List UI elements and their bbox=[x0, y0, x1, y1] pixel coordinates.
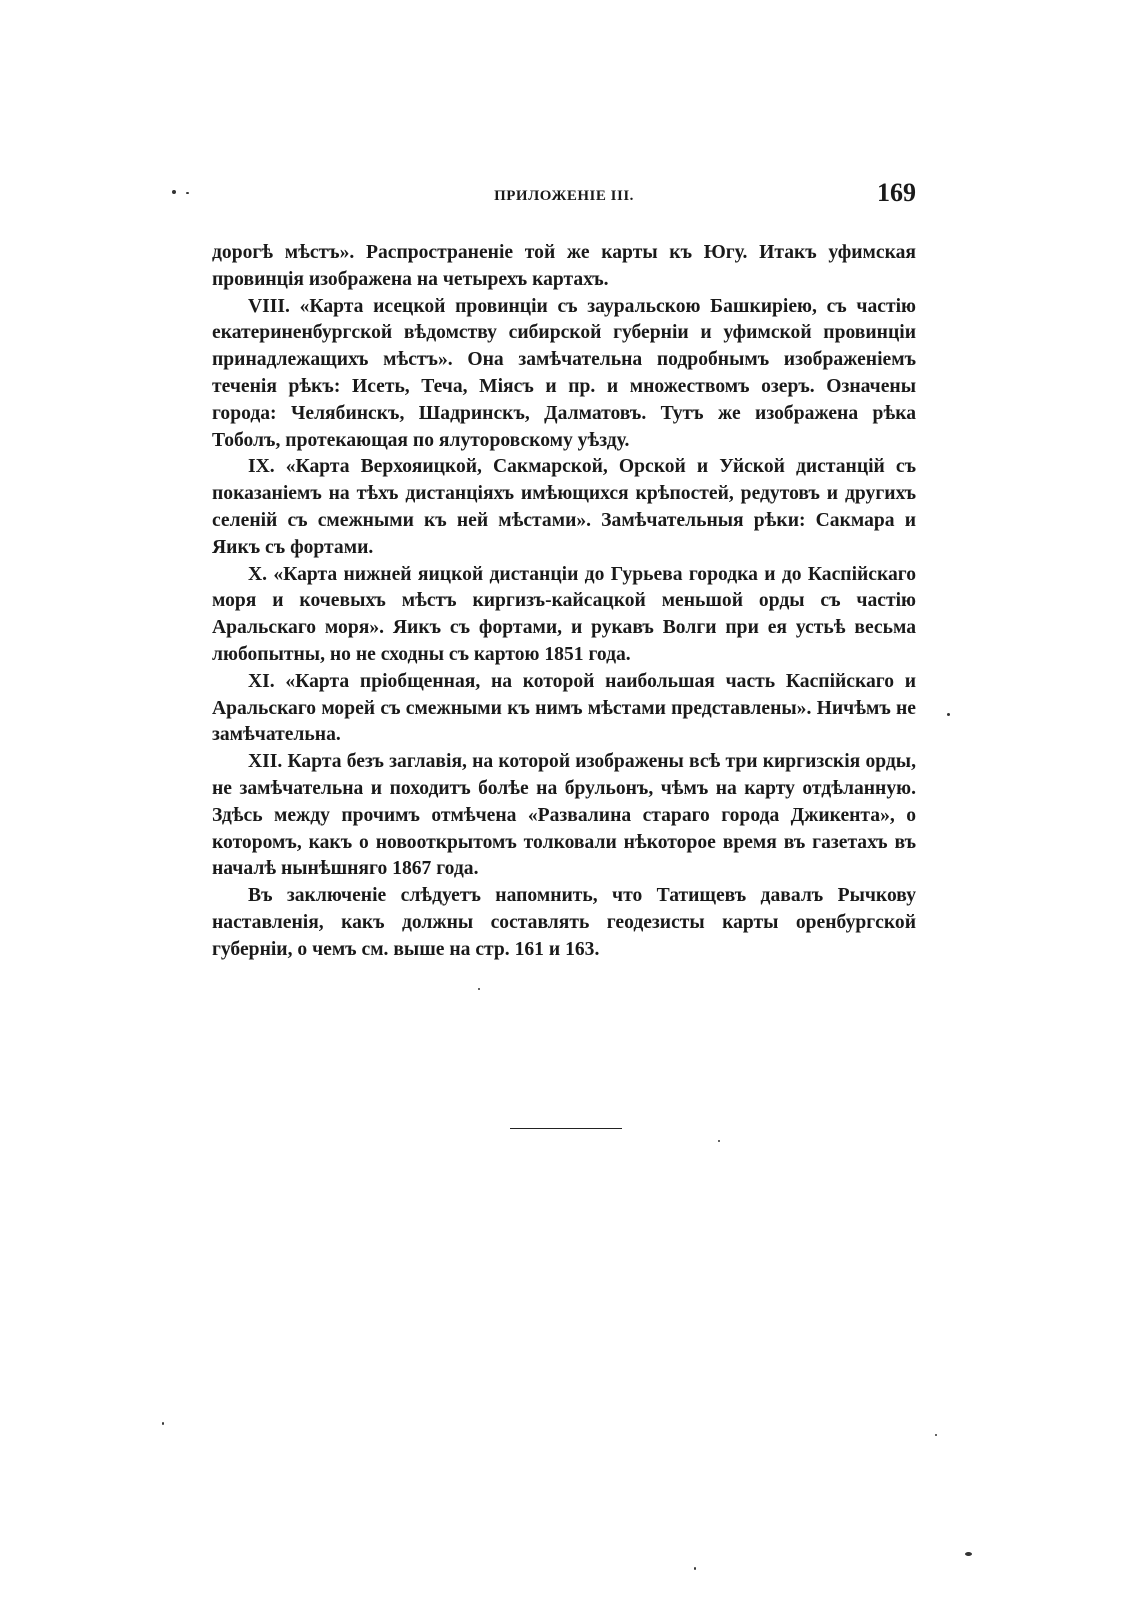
paragraph-map-viii: VIII. «Карта исецкой провинціи съ зауральскою Башкиріею, съ частію екатериненбургской вѣдомству сибирской губерніи и уфимской провинціи принадлежащихъ мѣстъ». Она замѣчательна подробнымъ изображеніемъ теченія рѣкъ: Исеть, Теча, Міясъ и пр. и множествомъ озеръ. Означены города: Челябинскъ, Шадринскъ, Далматовъ. Тутъ же изображена рѣка Тоболъ, протекающая по ялуторовскому уѣзду. bbox=[212, 295, 916, 451]
running-header bbox=[212, 178, 916, 218]
body-text bbox=[212, 240, 916, 964]
scan-speck bbox=[186, 192, 189, 194]
scan-speck bbox=[694, 1567, 696, 1570]
paragraph-map-ix: IX. «Карта Верхояицкой, Сакмарской, Орской и Уйской дистанцій съ показаніемъ на тѣхъ дистанціяхъ имѣющихся крѣпостей, редутовъ и другихъ селеній съ смежными къ ней мѣстами». Замѣчательныя рѣки: Сакмара и Яикъ съ фортами. bbox=[212, 456, 916, 558]
section-end-rule bbox=[510, 1128, 622, 1129]
paragraph-map-xi: XI. «Карта пріобщенная, на которой наибольшая часть Каспійскаго и Аральскаго морей съ смежными къ нимъ мѣстами представлены». Ничѣмъ не замѣчательна. bbox=[212, 670, 916, 746]
scan-speck bbox=[935, 1434, 937, 1436]
scan-speck bbox=[172, 190, 176, 194]
paragraph-map-xii: XII. Карта безъ заглавія, на которой изображены всѣ три киргизскія орды, не замѣчательна и походитъ болѣе на брульонъ, чѣмъ на карту отдѣланную. Здѣсь между прочимъ отмѣчена «Развалина стараго города Джикента», о которомъ, какъ о новооткрытомъ толковали нѣкоторое время въ газетахъ въ началѣ нынѣшняго 1867 года. bbox=[212, 751, 916, 880]
page-number: 169 bbox=[877, 178, 916, 207]
running-title: ПРИЛОЖЕНІЕ III. bbox=[494, 188, 634, 204]
scan-speck bbox=[718, 1140, 720, 1142]
paragraph-continuation: дорогѣ мѣстъ». Распространеніе той же карты къ Югу. Итакъ уфимская провинція изображена на четырехъ картахъ. bbox=[212, 242, 916, 290]
paragraph-map-x: X. «Карта нижней яицкой дистанціи до Гурьева городка и до Каспійскаго моря и кочевыхъ мѣстъ киргизъ-кайсацкой меньшой орды съ частію Аральскаго моря». Яикъ съ фортами, и рукавъ Волги при ея устьѣ весьма любопытны, но не сходны съ картою 1851 года. bbox=[212, 563, 916, 665]
scan-speck bbox=[162, 1422, 164, 1425]
paragraph-conclusion: Въ заключеніе слѣдуетъ напомнить, что Татищевъ давалъ Рычкову наставленія, какъ должны составлять геодезисты карты оренбургской губерніи, о чемъ см. выше на стр. 161 и 163. bbox=[212, 885, 916, 960]
scan-speck bbox=[965, 1552, 972, 1556]
scan-speck bbox=[947, 713, 950, 716]
scan-speck bbox=[478, 988, 480, 990]
